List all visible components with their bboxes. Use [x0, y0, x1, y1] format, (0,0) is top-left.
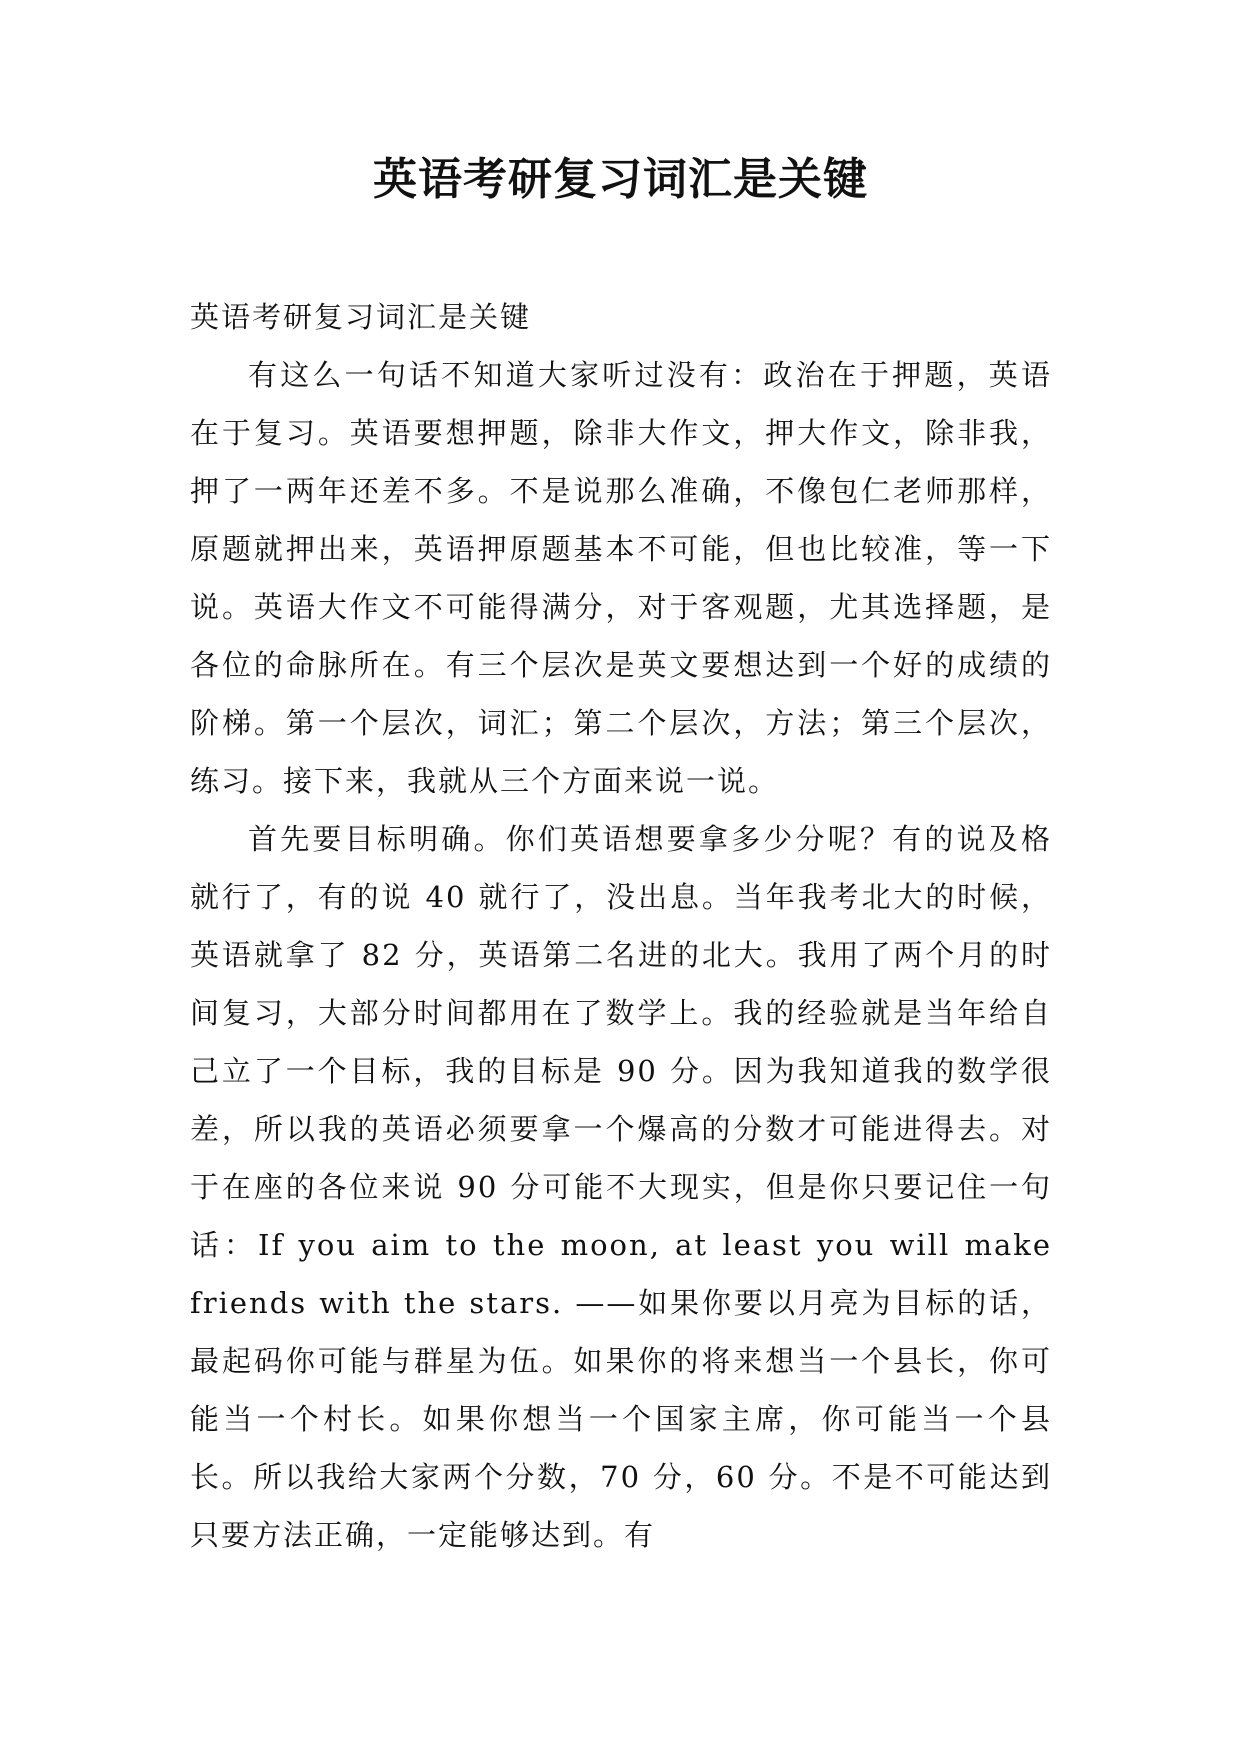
document-body [190, 288, 1052, 1564]
document-title: 英语考研复习词汇是关键 [373, 154, 868, 205]
paragraph-1: 有这么一句话不知道大家听过没有：政治在于押题，英语在于复习。英语要想押题，除非大作文，押大作文，除非我，押了一两年还差不多。不是说那么准确，不像包仁老师那样，原题就押出来，英语押原题基本不可能，但也比较准，等一下说。英语大作文不可能得满分，对于客观题，尤其选择题，是各位的命脉所在。有三个层次是英文要想达到一个好的成绩的阶梯。第一个层次，词汇；第二个层次，方法；第三个层次，练习。接下来，我就从三个方面来说一说。 [190, 358, 1052, 798]
document-subtitle: 英语考研复习词汇是关键 [190, 300, 532, 334]
paragraph-2: 首先要目标明确。你们英语想要拿多少分呢？有的说及格就行了，有的说 40 就行了，没出息。当年我考北大的时候，英语就拿了 82 分，英语第二名进的北大。我用了两个月的时间复习，大部分时间都用在了数学上。我的经验就是当年给自己立了一个目标，我的目标是 90 分。因为我知道我的数学很差，所以我的英语必须要拿一个爆高的分数才可能进得去。对于在座的各位来说 90 分可能不大现实，但是你只要记住一句话：If you aim to the moon, at least you will make friends with the stars. ——如果你要以月亮为目标的话，最起码你可能与群星为伍。如果你的将来想当一个县长，你可能当一个村长。如果你想当一个国家主席，你可能当一个县长。所以我给大家两个分数，70 分，60 分。不是不可能达到 只要方法正确，一定能够达到。有 [190, 822, 1052, 1552]
